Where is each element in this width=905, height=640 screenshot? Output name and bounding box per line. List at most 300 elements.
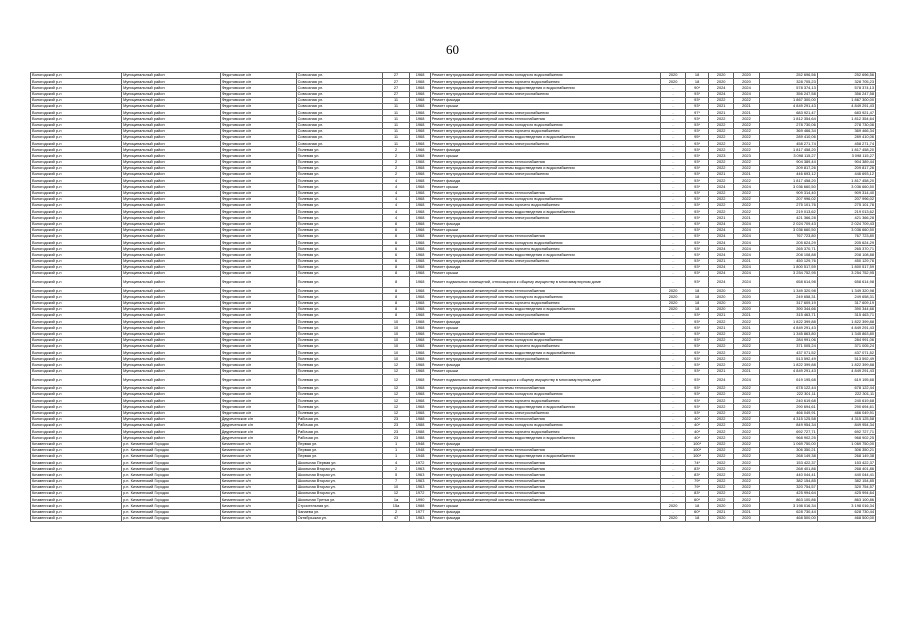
cell-house: 12 <box>382 368 410 374</box>
cell-settlement-type: Муниципальный район <box>122 350 221 356</box>
cell-end: 2024 <box>734 264 759 270</box>
cell-plan-year-a: - <box>660 398 685 404</box>
cell-cost-a: 1 812 354,64 <box>759 116 817 122</box>
cell-settlement: Федотовское с/п <box>220 294 296 300</box>
cell-street: Совхозная ул. <box>296 110 382 116</box>
register-table <box>30 72 876 522</box>
cell-end: 2020 <box>734 294 759 300</box>
cell-start: 2022 <box>708 337 733 343</box>
cell-end: 2022 <box>734 196 759 202</box>
cell-settlement-type: Муниципальный район <box>122 103 221 109</box>
cell-start: 2022 <box>708 472 733 478</box>
cell-end: 2020 <box>734 73 759 79</box>
cell-cost-a: 222 301,11 <box>759 392 817 398</box>
cell-district: Вологодский р-н <box>31 271 122 277</box>
cell-street: Совхозная ул. <box>296 91 382 97</box>
cell-cost-b: 767 723,80 <box>817 233 875 239</box>
cell-year-built: 1968 <box>410 159 430 165</box>
cell-work: Ремонт внутридомовой инженерной системы теплоснабжения <box>430 466 660 472</box>
cell-settlement-type: р.п. Кичменгский Городок <box>122 497 221 503</box>
cell-street: Полевая ул. <box>296 404 382 410</box>
cell-cost-a: 320 754,57 <box>759 484 817 490</box>
cell-street: Совхозная ул. <box>296 73 382 79</box>
cell-plan-year-a: - <box>660 478 685 484</box>
cell-street: Рабочая ул. <box>296 435 382 441</box>
cell-year-built: 1968 <box>410 221 430 227</box>
cell-year-built: 1968 <box>410 153 430 159</box>
cell-settlement: Кичменгское с/п <box>220 497 296 503</box>
cell-term: 93* <box>686 258 709 264</box>
cell-settlement-type: р.п. Кичменгский Городок <box>122 503 221 509</box>
cell-district: Вологодский р-н <box>31 319 122 325</box>
cell-cost-b: 284 991,06 <box>817 337 875 343</box>
cell-house: 8 <box>382 306 410 312</box>
cell-plan-year-a: 2020 <box>660 300 685 306</box>
cell-cost-b: 2 024 709,43 <box>817 221 875 227</box>
cell-district: Вологодский р-н <box>31 73 122 79</box>
cell-plan-year-a: - <box>660 103 685 109</box>
cell-district: Вологодский р-н <box>31 159 122 165</box>
cell-street: Полевая ул. <box>296 246 382 252</box>
cell-term: 93* <box>686 91 709 97</box>
cell-end: 2020 <box>734 300 759 306</box>
cell-street: Первая ул. <box>296 447 382 453</box>
cell-end: 2022 <box>734 343 759 349</box>
cell-year-built: 1968 <box>410 368 430 374</box>
cell-house: 2 <box>382 165 410 171</box>
cell-settlement-type: Муниципальный район <box>122 233 221 239</box>
cell-house: 12 <box>382 392 410 398</box>
cell-year-built: 1968 <box>410 141 430 147</box>
cell-settlement: Федотовское с/п <box>220 404 296 410</box>
cell-work: Ремонт крыши <box>430 227 660 233</box>
cell-term: 93* <box>686 221 709 227</box>
cell-house: 6 <box>382 258 410 264</box>
cell-settlement: Федотовское с/п <box>220 141 296 147</box>
cell-cost-b: 446 693,12 <box>817 172 875 178</box>
cell-district: Кичменгский р-н <box>31 453 122 459</box>
cell-cost-a: 205 624,29 <box>759 240 817 246</box>
cell-term: 93* <box>686 159 709 165</box>
cell-street: Полевая ул. <box>296 343 382 349</box>
cell-year-built: 1968 <box>410 178 430 184</box>
cell-year-built: 1988 <box>410 429 430 435</box>
cell-district: Вологодский р-н <box>31 209 122 215</box>
cell-district: Вологодский р-н <box>31 215 122 221</box>
cell-street: Совхозная ул. <box>296 79 382 85</box>
cell-street: Полевая ул. <box>296 398 382 404</box>
cell-settlement: Федотовское с/п <box>220 227 296 233</box>
cell-work: Ремонт внутридомовой инженерной системы теплоснабжения <box>430 497 660 503</box>
cell-plan-year-a: - <box>660 202 685 208</box>
cell-settlement: Федотовское с/п <box>220 337 296 343</box>
cell-plan-year-a: - <box>660 277 685 288</box>
cell-cost-b: 3 098 115,27 <box>817 153 875 159</box>
cell-cost-a: 683 921,47 <box>759 110 817 116</box>
cell-work: Ремонт внутридомовой инженерной системы теплоснабжения <box>430 491 660 497</box>
cell-end: 2021 <box>734 368 759 374</box>
cell-settlement-type: Муниципальный район <box>122 429 221 435</box>
cell-settlement: Федотовское с/п <box>220 159 296 165</box>
cell-year-built: 1968 <box>410 374 430 385</box>
cell-plan-year-a: - <box>660 325 685 331</box>
cell-cost-b: 289 410,06 <box>817 134 875 140</box>
cell-street: Рабочая ул. <box>296 416 382 422</box>
cell-settlement-type: Муниципальный район <box>122 110 221 116</box>
cell-cost-a: 369 466,34 <box>759 128 817 134</box>
cell-year-built: 1968 <box>410 240 430 246</box>
cell-house: 12 <box>382 491 410 497</box>
cell-year-built: 1968 <box>410 410 430 416</box>
cell-settlement: Федотовское с/п <box>220 410 296 416</box>
cell-term: 100* <box>686 441 709 447</box>
cell-cost-a: 328 705,23 <box>759 79 817 85</box>
cell-cost-b: 369 466,34 <box>817 128 875 134</box>
cell-plan-year-a: - <box>660 246 685 252</box>
cell-start: 2022 <box>708 350 733 356</box>
cell-term: 93* <box>686 331 709 337</box>
cell-settlement-type: Муниципальный район <box>122 240 221 246</box>
cell-work: Ремонт внутридомовой инженерной системы теплоснабжения <box>430 478 660 484</box>
cell-settlement: Федотовское с/п <box>220 277 296 288</box>
cell-district: Вологодский р-н <box>31 141 122 147</box>
cell-end: 2021 <box>734 325 759 331</box>
cell-settlement: Кичменгское с/п <box>220 509 296 515</box>
cell-work: Ремонт внутридомовой инженерной системы водоотведения и водоснабжения <box>430 134 660 140</box>
cell-plan-year-a: - <box>660 116 685 122</box>
cell-start: 2022 <box>708 209 733 215</box>
cell-cost-a: 3 036 660,50 <box>759 227 817 233</box>
cell-street: Полевая ул. <box>296 252 382 258</box>
cell-work: Ремонт внутридомовой инженерной системы водоотведения и водоснабжения <box>430 404 660 410</box>
cell-settlement-type: Муниципальный район <box>122 141 221 147</box>
cell-end: 2022 <box>734 398 759 404</box>
cell-work: Ремонт внутридомовой инженерной системы водоотведения и водоснабжения <box>430 306 660 312</box>
cell-street: Совхозная ул. <box>296 122 382 128</box>
cell-plan-year-a: - <box>660 343 685 349</box>
cell-term: 93* <box>686 172 709 178</box>
cell-district: Вологодский р-н <box>31 184 122 190</box>
cell-settlement: Двуреченское с/п <box>220 429 296 435</box>
cell-cost-b: 320 754,57 <box>817 484 875 490</box>
cell-plan-year-a: 2020 <box>660 306 685 312</box>
cell-cost-b: 904 389,44 <box>817 159 875 165</box>
cell-start: 2022 <box>708 398 733 404</box>
cell-cost-b: 1 867 300,00 <box>817 97 875 103</box>
cell-end: 2022 <box>734 356 759 362</box>
cell-year-built: 1963 <box>410 478 430 484</box>
cell-district: Вологодский р-н <box>31 122 122 128</box>
cell-start: 2022 <box>708 97 733 103</box>
cell-plan-year-a: - <box>660 122 685 128</box>
cell-settlement-type: р.п. Кичменгский Городок <box>122 515 221 521</box>
cell-house: 4 <box>382 202 410 208</box>
cell-end: 2020 <box>734 515 759 521</box>
cell-plan-year-a: - <box>660 85 685 91</box>
cell-cost-b: 219 013,62 <box>817 209 875 215</box>
cell-term: 93* <box>686 392 709 398</box>
cell-settlement-type: Муниципальный район <box>122 246 221 252</box>
cell-cost-b: 3 198 016,34 <box>817 503 875 509</box>
cell-street: Школьная Вторая ул. <box>296 491 382 497</box>
cell-settlement: Федотовское с/п <box>220 240 296 246</box>
cell-start: 2024 <box>708 264 733 270</box>
cell-cost-b: 863 100,86 <box>817 497 875 503</box>
cell-end: 2022 <box>734 350 759 356</box>
cell-street: Полевая ул. <box>296 264 382 270</box>
cell-year-built: 1968 <box>410 134 430 140</box>
cell-work: Ремонт внутридомовой инженерной системы электроснабжения <box>430 141 660 147</box>
cell-year-built: 1968 <box>410 306 430 312</box>
cell-work: Ремонт внутридомовой инженерной системы водоотведения и водоснабжения <box>430 453 660 459</box>
cell-street: Октябрьская ул. <box>296 515 382 521</box>
cell-term: 93* <box>686 271 709 277</box>
cell-settlement-type: р.п. Кичменгский Городок <box>122 453 221 459</box>
register-table-body <box>31 73 876 522</box>
cell-cost-a: 863 100,86 <box>759 497 817 503</box>
cell-term: 93* <box>686 343 709 349</box>
cell-district: Вологодский р-н <box>31 410 122 416</box>
cell-cost-a: 466 049,91 <box>759 410 817 416</box>
cell-cost-a: 207 996,02 <box>759 196 817 202</box>
cell-cost-b: 222 301,11 <box>817 392 875 398</box>
cell-start: 2022 <box>708 404 733 410</box>
cell-work: Ремонт фасада <box>430 362 660 368</box>
cell-end: 2024 <box>734 277 759 288</box>
cell-year-built: 1963 <box>410 484 430 490</box>
cell-settlement: Двуреченское с/п <box>220 416 296 422</box>
cell-end: 2022 <box>734 319 759 325</box>
cell-street: Полевая ул. <box>296 196 382 202</box>
cell-street: Полевая ул. <box>296 271 382 277</box>
cell-plan-year-a: 2020 <box>660 503 685 509</box>
cell-cost-a: 382 154,85 <box>759 478 817 484</box>
cell-work: Ремонт внутридомовой инженерной системы холодного водоснабжения <box>430 337 660 343</box>
cell-cost-b: 208 108,88 <box>817 252 875 258</box>
cell-district: Вологодский р-н <box>31 128 122 134</box>
cell-plan-year-a: - <box>660 271 685 277</box>
cell-end: 2022 <box>734 460 759 466</box>
cell-start: 2022 <box>708 190 733 196</box>
cell-end: 2022 <box>734 435 759 441</box>
cell-start: 2022 <box>708 165 733 171</box>
cell-district: Вологодский р-н <box>31 258 122 264</box>
cell-settlement: Кичменгское с/п <box>220 466 296 472</box>
cell-settlement-type: Муниципальный район <box>122 422 221 428</box>
cell-year-built: 1968 <box>410 277 430 288</box>
cell-house: 23 <box>382 429 410 435</box>
cell-cost-a: 678 122,44 <box>759 385 817 391</box>
cell-cost-a: 1 817 458,20 <box>759 178 817 184</box>
cell-district: Вологодский р-н <box>31 416 122 422</box>
cell-house: 2 <box>382 172 410 178</box>
table-row <box>31 374 876 385</box>
cell-start: 2020 <box>708 288 733 294</box>
cell-term: 93* <box>686 362 709 368</box>
cell-settlement-type: Муниципальный район <box>122 159 221 165</box>
cell-year-built: 1968 <box>410 97 430 103</box>
cell-district: Вологодский р-н <box>31 404 122 410</box>
cell-start: 2024 <box>708 271 733 277</box>
cell-district: Вологодский р-н <box>31 97 122 103</box>
cell-settlement-type: Муниципальный район <box>122 91 221 97</box>
cell-end: 2024 <box>734 240 759 246</box>
cell-settlement-type: Муниципальный район <box>122 264 221 270</box>
cell-street: Совхозная ул. <box>296 134 382 140</box>
cell-work: Ремонт фасада <box>430 264 660 270</box>
cell-term: 93* <box>686 147 709 153</box>
cell-work: Ремонт внутридомовой инженерной системы теплоснабжения <box>430 116 660 122</box>
cell-plan-year-a: - <box>660 368 685 374</box>
cell-work: Ремонт внутридомовой инженерной системы горячего водоснабжения <box>430 300 660 306</box>
cell-street: Рабочая ул. <box>296 429 382 435</box>
cell-settlement: Федотовское с/п <box>220 252 296 258</box>
cell-house: 23 <box>382 422 410 428</box>
cell-cost-b: 328 705,23 <box>817 79 875 85</box>
cell-cost-a: 968 902,25 <box>759 435 817 441</box>
cell-settlement: Федотовское с/п <box>220 178 296 184</box>
cell-district: Кичменгский р-н <box>31 509 122 515</box>
cell-year-built: 1968 <box>410 128 430 134</box>
cell-plan-year-a: 2020 <box>660 73 685 79</box>
cell-end: 2022 <box>734 478 759 484</box>
cell-start: 2020 <box>708 306 733 312</box>
cell-house: 10 <box>382 356 410 362</box>
cell-cost-b: 315 463,71 <box>817 312 875 318</box>
cell-cost-a: 3 098 115,27 <box>759 153 817 159</box>
cell-work: Ремонт фасада <box>430 319 660 325</box>
cell-end: 2022 <box>734 447 759 453</box>
cell-end: 2021 <box>734 172 759 178</box>
cell-street: Совхозная ул. <box>296 97 382 103</box>
cell-end: 2022 <box>734 410 759 416</box>
cell-cost-b: 578 374,13 <box>817 85 875 91</box>
cell-cost-a: 290 694,61 <box>759 404 817 410</box>
cell-work: Ремонт внутридомовой инженерной системы теплоснабжения <box>430 460 660 466</box>
cell-year-built: 1968 <box>410 331 430 337</box>
cell-house: 12 <box>382 374 410 385</box>
cell-cost-b: 909 314,40 <box>817 190 875 196</box>
cell-term: 93* <box>686 410 709 416</box>
cell-work: Ремонт внутридомовой инженерной системы водоотведения и водоснабжения <box>430 350 660 356</box>
cell-year-built: 1968 <box>410 252 430 258</box>
cell-year-built: 1968 <box>410 404 430 410</box>
cell-street: Полевая ул. <box>296 374 382 385</box>
cell-start: 2024 <box>708 227 733 233</box>
cell-plan-year-a: - <box>660 159 685 165</box>
cell-street: Полевая ул. <box>296 350 382 356</box>
cell-plan-year-a: - <box>660 128 685 134</box>
cell-plan-year-a: - <box>660 356 685 362</box>
cell-year-built: 1968 <box>410 190 430 196</box>
cell-year-built: 1968 <box>410 246 430 252</box>
cell-work: Ремонт подвальных помещений, относящихся к общему имуществу в многоквартирном доме <box>430 374 660 385</box>
cell-work: Ремонт внутридомовой инженерной системы водоотведения и водоснабжения <box>430 435 660 441</box>
cell-cost-a: 284 991,06 <box>759 337 817 343</box>
cell-year-built: 1968 <box>410 294 430 300</box>
cell-work: Ремонт внутридомовой инженерной системы горячего водоснабжения <box>430 398 660 404</box>
cell-plan-year-a: - <box>660 233 685 239</box>
cell-plan-year-a: - <box>660 165 685 171</box>
cell-plan-year-a: - <box>660 184 685 190</box>
cell-work: Ремонт фасада <box>430 509 660 515</box>
cell-work: Ремонт внутридомовой инженерной системы электроснабжения <box>430 356 660 362</box>
cell-district: Кичменгский р-н <box>31 484 122 490</box>
cell-settlement-type: Муниципальный район <box>122 190 221 196</box>
cell-term: 93* <box>686 374 709 385</box>
cell-street: Чапаева ул. <box>296 509 382 515</box>
cell-cost-b: 458 271,74 <box>817 141 875 147</box>
cell-cost-b: 683 921,47 <box>817 110 875 116</box>
cell-house: 8 <box>382 300 410 306</box>
cell-end: 2022 <box>734 128 759 134</box>
cell-settlement-type: Муниципальный район <box>122 172 221 178</box>
cell-settlement-type: Муниципальный район <box>122 134 221 140</box>
cell-cost-b: 658 614,98 <box>817 277 875 288</box>
cell-street: Строительная ул. <box>296 503 382 509</box>
cell-year-built: 1968 <box>410 79 430 85</box>
cell-street: Полевая ул. <box>296 221 382 227</box>
cell-term: 93* <box>686 165 709 171</box>
cell-cost-a: 278 730,06 <box>759 122 817 128</box>
cell-cost-a: 268 149,38 <box>759 453 817 459</box>
cell-settlement: Кичменгское с/п <box>220 491 296 497</box>
cell-start: 2022 <box>708 319 733 325</box>
cell-end: 2022 <box>734 466 759 472</box>
cell-settlement-type: Муниципальный район <box>122 435 221 441</box>
cell-term: 93* <box>686 312 709 318</box>
cell-settlement: Кичменгское с/п <box>220 453 296 459</box>
cell-house: 12 <box>382 404 410 410</box>
cell-house: 8 <box>382 294 410 300</box>
cell-start: 2022 <box>708 392 733 398</box>
cell-settlement: Федотовское с/п <box>220 300 296 306</box>
cell-term: 90* <box>686 85 709 91</box>
cell-cost-b: 466 049,91 <box>817 410 875 416</box>
cell-settlement-type: Муниципальный район <box>122 165 221 171</box>
cell-plan-year-a: - <box>660 258 685 264</box>
cell-term: 40* <box>686 422 709 428</box>
cell-term: 93* <box>686 240 709 246</box>
cell-year-built: 1968 <box>410 172 430 178</box>
cell-cost-a: 437 071,52 <box>759 350 817 356</box>
cell-cost-b: 628 730,44 <box>817 509 875 515</box>
cell-cost-a: 450 129,76 <box>759 258 817 264</box>
cell-district: Вологодский р-н <box>31 337 122 343</box>
cell-cost-a: 767 723,80 <box>759 233 817 239</box>
cell-cost-b: 268 401,86 <box>817 466 875 472</box>
cell-cost-a: 4 849 291,43 <box>759 325 817 331</box>
cell-district: Кичменгский р-н <box>31 491 122 497</box>
cell-settlement-type: Муниципальный район <box>122 277 221 288</box>
cell-settlement-type: Муниципальный район <box>122 79 221 85</box>
cell-start: 2022 <box>708 356 733 362</box>
cell-cost-a: 317 609,19 <box>759 300 817 306</box>
cell-term: 79* <box>686 478 709 484</box>
cell-house: 11 <box>382 134 410 140</box>
cell-settlement: Федотовское с/п <box>220 343 296 349</box>
cell-term: 93* <box>686 196 709 202</box>
cell-year-built: 1968 <box>410 147 430 153</box>
cell-cost-b: 425 994,64 <box>817 491 875 497</box>
cell-cost-a: 371 005,24 <box>759 343 817 349</box>
cell-cost-a: 4 315 125,58 <box>759 416 817 422</box>
cell-cost-b: 619 195,68 <box>817 374 875 385</box>
cell-settlement: Кичменгское с/п <box>220 441 296 447</box>
cell-term: 18 <box>686 515 709 521</box>
cell-end: 2024 <box>734 91 759 97</box>
cell-street: Полевая ул. <box>296 172 382 178</box>
